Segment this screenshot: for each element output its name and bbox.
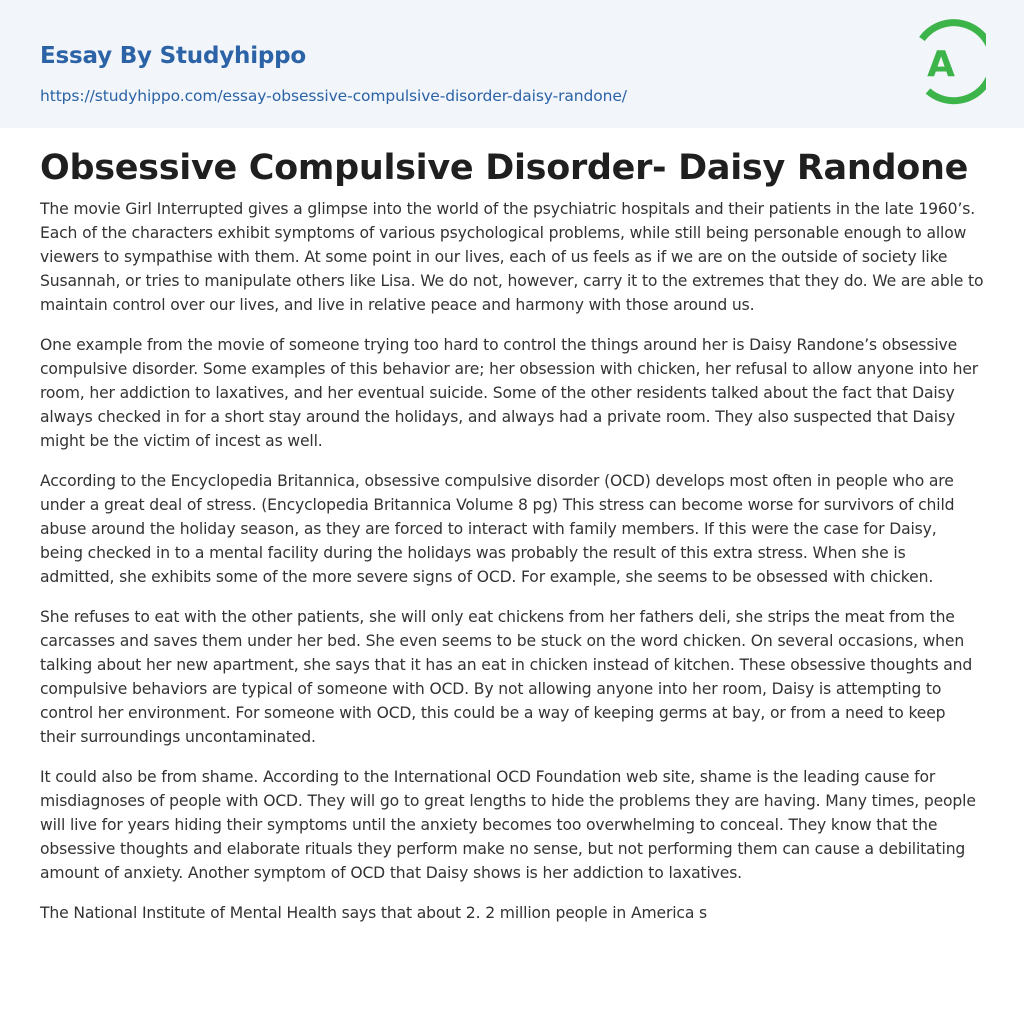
article-paragraph-4: She refuses to eat with the other patients, she will only eat chickens from her fathers deli, she strips the meat from the carcasses and saves them under her bed. She even seems to be stuck on the word chicken. On several occasions, when talking about her new apartment, she says that it has an eat in chicken instead of kitchen. These obsessive thoughts and compulsive behaviors are typical of someone with OCD. By not allowing anyone into her room, Daisy is attempting to control her environment. For someone with OCD, this could be a way of keeping germs at bay, or from a need to keep their surroundings uncontaminated.	[40, 608, 973, 746]
article-paragraph-2: One example from the movie of someone trying too hard to control the things around her is Daisy Randone’s obsessive compulsive disorder. Some examples of this behavior are; her obsession with chicken, her refusal to allow anyone into her room, her addiction to laxatives, and her eventual suicide. Some of the other residents talked about the fact that Daisy always checked in for a short stay around the holidays, and always had a private room. They also suspected that Daisy might be the victim of incest as well.	[40, 336, 979, 450]
studyhippo-logo[interactable]	[916, 19, 986, 105]
article-title: Obsessive Compulsive Disorder- Daisy Randone	[40, 148, 969, 188]
article	[0, 145, 1024, 925]
logo-letter: A	[927, 44, 955, 85]
site-header	[0, 0, 1024, 128]
article-paragraph-6: The National Institute of Mental Health says that about 2. 2 million people in America s	[40, 904, 708, 922]
article-paragraph-5: It could also be from shame. According to the International OCD Foundation web site, shame is the leading cause for misdiagnoses of people with OCD. They will go to great lengths to hide the problems they are having. Many times, people will live for years hiding their symptoms until the anxiety becomes too overwhelming to conceal. They know that the obsessive thoughts and elaborate rituals they perform make no sense, but not performing them can cause a debilitating amount of anxiety. Another symptom of OCD that Daisy shows is her addiction to laxatives.	[40, 768, 976, 882]
article-paragraph-3: According to the Encyclopedia Britannica, obsessive compulsive disorder (OCD) develops most often in people who are under a great deal of stress. (Encyclopedia Britannica Volume 8 pg) This stress can become worse for survivors of child abuse around the holiday season, as they are forced to interact with family members. If this were the case for Daisy, being checked in to a mental facility during the holidays was probably the result of this extra stress. When she is admitted, she exhibits some of the more severe signs of OCD. For example, she seems to be obsessed with chicken.	[40, 472, 955, 586]
site-brand[interactable]: Essay By Studyhippo	[40, 43, 307, 69]
article-paragraph-1: The movie Girl Interrupted gives a glimpse into the world of the psychiatric hospitals and their patients in the late 1960’s. Each of the characters exhibit symptoms of various psychological problems, while still being personable enough to allow viewers to sympathise with them. At some point in our lives, each of us feels as if we are on the outside of society like Susannah, or tries to manipulate others like Lisa. We do not, however, carry it to the extremes that they do. We are able to maintain control over our lives, and live in relative peace and harmony with those around us.	[40, 200, 984, 314]
source-url-link[interactable]: https://studyhippo.com/essay-obsessive-compulsive-disorder-daisy-randone/	[40, 87, 627, 105]
logo-icon	[916, 19, 986, 105]
